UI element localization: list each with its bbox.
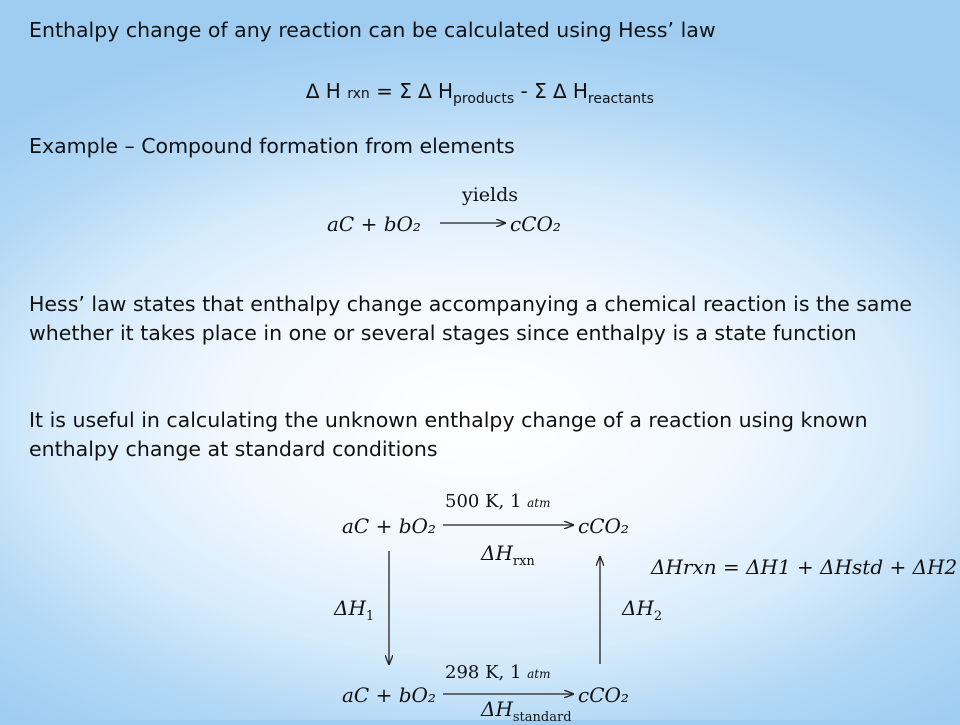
bottom-delta-h: $\Delta H_{standard}$ [481,697,572,725]
right-delta-h: $\Delta H_2$ [622,596,663,624]
formation-products: cCO₂ [510,212,561,236]
top-condition: 500 K, 1 atm [445,491,551,512]
heading: Enthalpy change of any reaction can be calculated using Hess’ law [29,18,716,42]
top-products: cCO₂ [578,514,629,538]
hess-law-statement: Hess’ law states that enthalpy change accompanying a chemical reaction is the same whether it takes place in one or several stages since enthalpy is a state function [29,292,913,345]
top-delta-h: $\Delta H_{rxn}$ [481,541,535,569]
yields-label: yields [462,184,519,206]
top-reactants: aC + bO₂ [342,514,436,538]
hess-law-equation: ∆ H rxn = Σ ∆ $H_{products}$ - Σ ∆ $H_{reactants}$ [306,79,654,107]
summary-equation: ΔHrxn = ΔH1 + ΔHstd + ΔH2 [651,555,958,579]
formation-reactants: aC + bO₂ [327,212,421,236]
example-title: Example – Compound formation from elements [29,134,515,158]
bottom-products: cCO₂ [578,683,629,707]
hess-law-usefulness: It is useful in calculating the unknown enthalpy change of a reaction using known enthalpy change at standard conditions [29,408,868,461]
bottom-condition: 298 K, 1 atm [445,662,551,683]
bottom-reactants: aC + bO₂ [342,683,436,707]
left-delta-h: $\Delta H_1$ [334,596,375,624]
